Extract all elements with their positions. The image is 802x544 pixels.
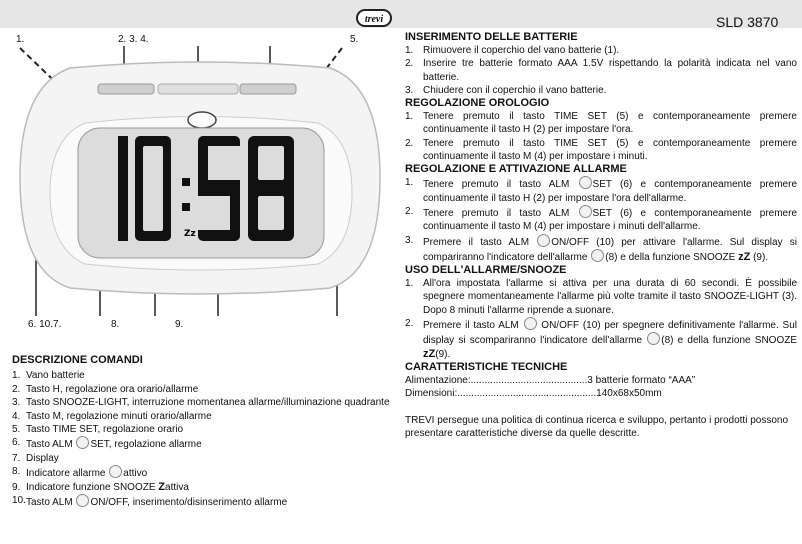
list-item: 3. Premere il tasto ALM ON/OFF (10) per attivare l'allarme. Sul display si compariranno l'indicatore dell'allarme (8) e della funzione SNOOZE zZ (9). [405,234,797,263]
bell-icon [647,332,660,345]
list-item: 1. Tenere premuto il tasto TIME SET (5) e contemporaneamente premere continuamente il tasto H (2) per impostare l'ora. [405,111,797,136]
list-item: 4. Tasto M, regolazione minuti orario/allarme [12,410,212,422]
bell-icon [579,176,592,189]
callout-9: 9. [175,319,184,330]
bell-icon [76,436,89,449]
bell-icon [591,249,604,262]
list-item: 7. Display [12,452,59,464]
batteries-title: INSERIMENTO DELLE BATTERIE [405,31,578,43]
list-item: 3. Chiudere con il coperchio il vano batterie. [405,84,607,96]
zz-icon: zZ [738,250,751,263]
clock-illustration [0,28,402,328]
list-item: 10. Tasto ALM ON/OFF, inserimento/disinserimento allarme [12,495,288,509]
list-item: 2. Tasto H, regolazione ora orario/allarme [12,383,199,395]
callout-2-3-4: 2. 3. 4. [118,34,149,45]
bell-icon [579,205,592,218]
header-bar [0,0,802,28]
list-item: 6. Tasto ALM SET, regolazione allarme [12,437,202,451]
model-number: SLD 3870 [716,14,779,30]
commands-title: DESCRIZIONE COMANDI [12,354,143,366]
instructions-column [405,31,797,440]
spec-dimensions: Dimensioni:..................................................140x68x50mm [405,388,662,400]
callout-8: 8. [111,319,120,330]
list-item: 2. Tenere premuto il tasto TIME SET (5) e contemporaneamente premere continuamente il tasto M (4) per impostare i minuti. [405,137,797,163]
callout-6-10-7: 6. 10.7. [28,319,62,330]
snooze-title: USO DELL'ALLARME/SNOOZE [405,264,567,277]
clock-setting-title: REGOLAZIONE OROLOGIO [405,97,550,110]
specs-title: CARATTERISTICHE TECNICHE [405,360,568,373]
list-item: 2. Premere il tasto ALM ON/OFF (10) per spegnere definitivamente l'allarme. Sul display si scompariranno l'indicatore dell'allarme (8) e della funzione SNOOZE zZ(9). [405,318,797,360]
bell-icon [109,465,122,478]
display-digits [118,136,294,241]
footer-note: TREVI persegue una politica di continua ricerca e sviluppo, pertanto i prodotti possono presentare caratteristiche diverse da quelle descritte. [405,414,789,439]
list-item: 1. All'ora impostata l'allarme si attiva per una durata di 60 secondi. È possibile spegnere momentaneamente l'allarme più volte tramite il tasto SNOOZE-LIGHT (3). Dopo 8 minuti l'allarme riprende a suonare. [405,278,797,316]
list-item: 5. Tasto TIME SET, regolazione orario [12,424,184,436]
commands-section [12,354,404,509]
callout-1: 1. [16,34,25,45]
zz-icon: Z [158,480,166,493]
bell-icon [524,317,537,330]
bell-icon [537,234,550,247]
list-item: 3. Tasto SNOOZE-LIGHT, interruzione momentanea allarme/illuminazione quadrante [12,397,390,409]
zz-icon: zZ [423,347,436,360]
list-item: 1. Rimuovere il coperchio del vano batterie (1). [405,45,620,56]
bell-icon [76,494,89,507]
snooze-indicator: Zz [184,229,196,239]
list-item: 1. Vano batterie [12,370,85,382]
list-item: 9. Indicatore funzione SNOOZE Zattiva [12,480,189,493]
list-item: 2. Tenere premuto il tasto ALM SET (6) e contemporaneamente premere continuamente il tasto M (4) per impostare i minuti dell'allarme. [405,205,798,233]
list-item: 1. Tenere premuto il tasto ALM SET (6) e contemporaneamente premere continuamente il tasto H (2) per impostare l'ora dell'allarme. [405,177,798,204]
alarm-setting-title: REGOLAZIONE E ATTIVAZIONE ALLARME [405,163,627,176]
screen-logo [188,112,216,128]
trevi-logo: trevi [356,9,392,27]
callout-5: 5. [350,34,359,45]
spec-power: Alimentazione:..........................................3 batterie formato “AAA” [405,374,696,386]
list-item: 8. Indicatore allarme attivo [12,466,148,480]
list-item: 2. Inserire tre batterie formato AAA 1.5V rispettando la polarità indicata nel vano batterie. [405,58,797,83]
